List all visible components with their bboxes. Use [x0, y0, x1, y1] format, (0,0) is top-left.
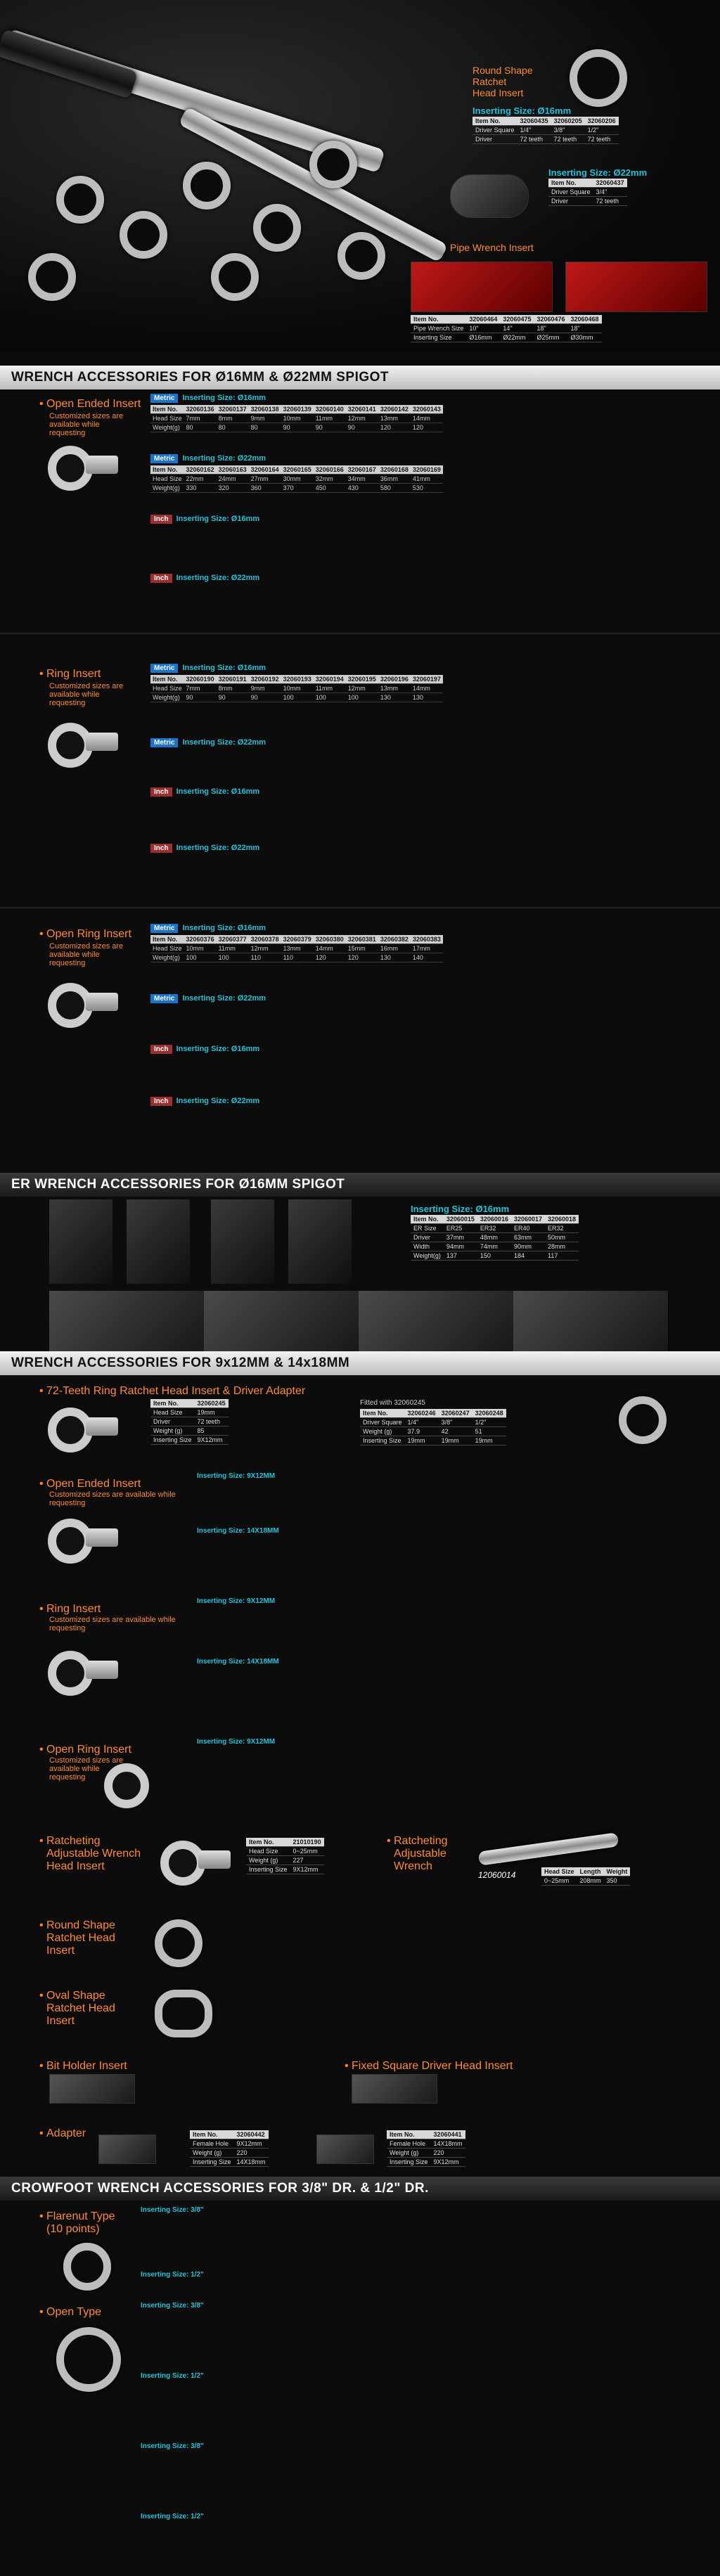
insz: Inserting Size: 3/8" — [141, 2302, 204, 2310]
block-label: • Fixed Square Driver Head Insert — [352, 2060, 513, 2073]
open-9x12-photo — [42, 1513, 120, 1562]
openring16-table: Item No. 32060376 32060377 32060378 32060379 32060380 32060381 32060382 32060383 Head Size 10mm 11mm 12mm 13mm 14mm 15mm 16mm 17mm Weight(g) 100 100 110 110 120 120 130 140 — [150, 935, 443, 962]
group-header: Inch Inserting Size: Ø22mm — [150, 574, 259, 583]
inserting-size-22: Inserting Size: Ø22mm — [548, 167, 648, 178]
section-title: WRENCH ACCESSORIES FOR Ø16MM & Ø22MM SPIGOT — [11, 370, 390, 385]
round22-table: Item No. 32060437 Driver Square 3/4" Driver 72 teeth — [548, 179, 627, 206]
block-label: • Ring Insert — [46, 1603, 101, 1616]
insert-ring-8 — [338, 232, 385, 280]
adapter1-table: Item No. 32060442 Female Hole 9X12mm Weight (g) 220 Inserting Size 14X18mm — [190, 2130, 269, 2167]
group-header: Inch Inserting Size: Ø16mm — [150, 1045, 259, 1054]
block-label: • 72-Teeth Ring Ratchet Head Insert & Driver Adapter — [46, 1385, 305, 1398]
group-header: Inch Inserting Size: Ø22mm — [150, 1097, 259, 1106]
block-label: • Adapter — [46, 2127, 86, 2140]
ring-insert-photo — [42, 717, 120, 766]
group-header: Inch Inserting Size: Ø16mm — [150, 787, 259, 797]
section-title: ER WRENCH ACCESSORIES FOR Ø16MM SPIGOT — [11, 1177, 345, 1192]
adapter-block — [0, 2120, 720, 2177]
bit-holder-block — [0, 2053, 720, 2123]
insz: Inserting Size: 14X18MM — [197, 1527, 279, 1535]
insz: Inserting Size: 3/8" — [141, 2442, 204, 2450]
insert-ring-1 — [56, 176, 104, 224]
divider — [0, 907, 720, 908]
insz: Inserting Size: 9X12MM — [197, 1472, 276, 1480]
adapter-photo-2 — [316, 2134, 374, 2164]
insz: Inserting Size: 1/2" — [141, 2271, 204, 2279]
adjustable-insert-photo — [155, 1835, 232, 1884]
insz: Inserting Size: 3/8" — [141, 2206, 204, 2214]
group-header: Metric Inserting Size: Ø22mm — [150, 994, 266, 1003]
group-header: Metric Inserting Size: Ø16mm — [150, 924, 266, 933]
section-title: CROWFOOT WRENCH ACCESSORIES FOR 3/8" DR. & 1/2" DR. — [11, 2181, 429, 2196]
round-shape-table: Item No. 32060435 32060205 32060206 Driver Square 1/4" 3/8" 1/2" Driver 72 teeth 72 teeth 72 teeth — [472, 117, 619, 144]
block-label: • Open Ended Insert — [46, 1478, 141, 1490]
insert-ring-7 — [211, 253, 259, 301]
block-label: • Ratcheting Adjustable Wrench — [394, 1835, 485, 1873]
group-header: Metric Inserting Size: Ø16mm — [150, 664, 266, 673]
oval-ratchet-block — [0, 1983, 720, 2046]
adj2-item-no: 12060014 — [478, 1870, 516, 1880]
section-header-spigot — [0, 366, 720, 389]
insz: Inserting Size: 1/2" — [141, 2372, 204, 2380]
pipe-wrench-photo-1 — [411, 262, 553, 312]
er-inserting-size: Inserting Size: Ø16mm — [411, 1204, 510, 1214]
adjustable-table: Item No. 21010190 Head Size 0~25mm Weight (g) 227 Inserting Size 9X12mm — [246, 1838, 324, 1874]
adapter-photo-1 — [98, 2134, 156, 2164]
block-note: Customized sizes are available while requesting — [49, 942, 124, 967]
open-ended-photo — [42, 440, 120, 489]
open16-table: Item No. 32060136 32060137 32060138 32060139 32060140 32060141 32060142 32060143 Head Size 7mm 8mm 9mm 10mm 11mm 12mm 13mm 14mm Weight(g) 80 80 80 90 90 90 120 120 — [150, 405, 443, 432]
section-title: WRENCH ACCESSORIES FOR 9x12MM & 14x18MM — [11, 1355, 350, 1370]
block-note: Customized sizes are available while requesting — [49, 412, 124, 437]
bit-holder-photo — [49, 2074, 135, 2104]
er-insert-photo-3 — [211, 1199, 274, 1284]
insert-ring-4 — [253, 204, 301, 252]
round-ratchet-block — [0, 1912, 720, 1976]
divider — [0, 633, 720, 634]
adj2-table: Head Size Length Weight 0~25mm 208mm 350 — [541, 1867, 630, 1886]
block-label: • Open Ring Insert — [46, 1744, 131, 1756]
adapter-photo — [619, 1396, 667, 1444]
er-table: Item No. 32060015 32060016 32060017 32060018 ER Size ER25 ER32 ER40 ER32 Driver 37mm 48mm 63mm 50mm Width 94mm 74mm 90mm 28mm Weight(g) 137 150 184 117 — [411, 1215, 579, 1261]
ratchet-table: Item No. 32060245 Head Size 19mm Driver 72 teeth Weight (g) 85 Inserting Size 9X12mm — [150, 1399, 229, 1445]
insert-ring-6 — [28, 253, 76, 301]
block-label: • Flarenut Type (10 points) — [46, 2210, 124, 2236]
round22-photo — [450, 174, 529, 218]
pipe-wrench-table: Item No. 32060464 32060475 32060476 32060468 Pipe Wrench Size 10" 14" 18" 18" Inserting Size Ø16mm Ø22mm Ø25mm Ø30mm — [411, 315, 602, 342]
open-ring-insert-block — [0, 921, 720, 1153]
ratchet-head-photo — [42, 1402, 120, 1451]
ring-insert-block — [0, 661, 720, 893]
block-label: • Ratcheting Adjustable Wrench Head Insert — [46, 1835, 145, 1873]
block-label: • Oval Shape Ratchet Head Insert — [46, 1990, 131, 2028]
block-label: • Bit Holder Insert — [46, 2060, 127, 2073]
group-header: Metric Inserting Size: Ø22mm — [150, 738, 266, 747]
block-label: • Open Type — [46, 2306, 101, 2319]
oval-ratchet-insert-photo — [155, 1990, 212, 2037]
open-type-block — [0, 2299, 720, 2566]
open-type-photo — [56, 2327, 121, 2392]
er-insert-photo-1 — [49, 1199, 112, 1284]
adapter-table: Item No. 32060246 32060247 32060248 Driver Square 1/4" 3/8" 1/2" Weight (g) 37.9 42 51 Inserting Size 19mm 19mm 19mm — [360, 1409, 506, 1445]
block-note: Customized sizes are available while requesting — [49, 1616, 176, 1632]
inserting-size-16: Inserting Size: Ø16mm — [472, 105, 572, 116]
round-shape-label: Round Shape Ratchet Head Insert — [472, 65, 533, 98]
section-header-er — [0, 1173, 720, 1197]
block-note: Customized sizes are available while requesting — [49, 1756, 124, 1782]
openring-9x12-photo — [98, 1758, 176, 1807]
block-label: • Ring Insert — [46, 668, 101, 681]
open22-table: Item No. 32060162 32060163 32060164 32060165 32060166 32060167 32060168 32060169 Head Size 22mm 24mm 27mm 30mm 32mm 34mm 36mm 41mm Weight(g) 330 320 360 370 450 430 580 530 — [150, 465, 443, 493]
adapter2-table: Item No. 32060441 Female Hole 14X18mm Weight (g) 220 Inserting Size 9X12mm — [387, 2130, 465, 2167]
block-note: Customized sizes are available while requesting — [49, 682, 124, 707]
insz: Inserting Size: 9X12MM — [197, 1597, 276, 1605]
section-header-9x12 — [0, 1351, 720, 1375]
round-ratchet-photo — [570, 49, 627, 107]
insert-ring-3 — [183, 162, 231, 210]
group-header: Inch Inserting Size: Ø22mm — [150, 844, 259, 853]
flarenut-block — [0, 2203, 720, 2295]
section-header-crowfoot — [0, 2177, 720, 2201]
flarenut-photo — [63, 2243, 111, 2291]
adjustable-block — [0, 1828, 720, 1905]
ring16-table: Item No. 32060190 32060191 32060192 32060193 32060194 32060195 32060196 32060197 Head Size 7mm 8mm 9mm 10mm 11mm 12mm 13mm 14mm Weight(g) 90 90 90 100 100 100 130 130 — [150, 675, 443, 702]
ring-9x12-photo — [42, 1645, 120, 1694]
ratchet-fit-note: Fitted with 32060245 — [360, 1399, 425, 1407]
pipe-wrench-label: Pipe Wrench Insert — [450, 242, 534, 253]
insz: Inserting Size: 9X12MM — [197, 1738, 276, 1746]
block-label: • Open Ended Insert — [46, 398, 141, 411]
openring-9x12-block — [0, 1737, 720, 1814]
er-insert-photo-2 — [127, 1199, 190, 1284]
open-9x12-block — [0, 1471, 720, 1590]
group-header: Metric Inserting Size: Ø22mm — [150, 454, 266, 463]
fixed-square-photo — [352, 2074, 437, 2104]
ring-9x12-block — [0, 1596, 720, 1737]
round-ratchet-insert-photo — [155, 1919, 202, 1967]
group-header: Inch Inserting Size: Ø16mm — [150, 515, 259, 524]
er-insert-photo-4 — [288, 1199, 352, 1284]
ratchet-adapter-block — [0, 1378, 720, 1462]
block-label: • Open Ring Insert — [46, 928, 131, 941]
block-note: Customized sizes are available while requesting — [49, 1490, 176, 1507]
adjustable-wrench-photo — [478, 1832, 619, 1866]
pipe-wrench-photo-2 — [565, 262, 707, 312]
insert-ring-2 — [120, 211, 167, 259]
hero-banner — [0, 0, 720, 352]
open-ended-insert-block — [0, 391, 720, 623]
insz: Inserting Size: 14X18MM — [197, 1658, 279, 1666]
insz: Inserting Size: 1/2" — [141, 2513, 204, 2520]
group-header: Metric Inserting Size: Ø16mm — [150, 394, 266, 403]
open-ring-photo — [42, 977, 120, 1026]
insert-ring-5 — [309, 141, 357, 188]
block-label: • Round Shape Ratchet Head Insert — [46, 1919, 131, 1957]
